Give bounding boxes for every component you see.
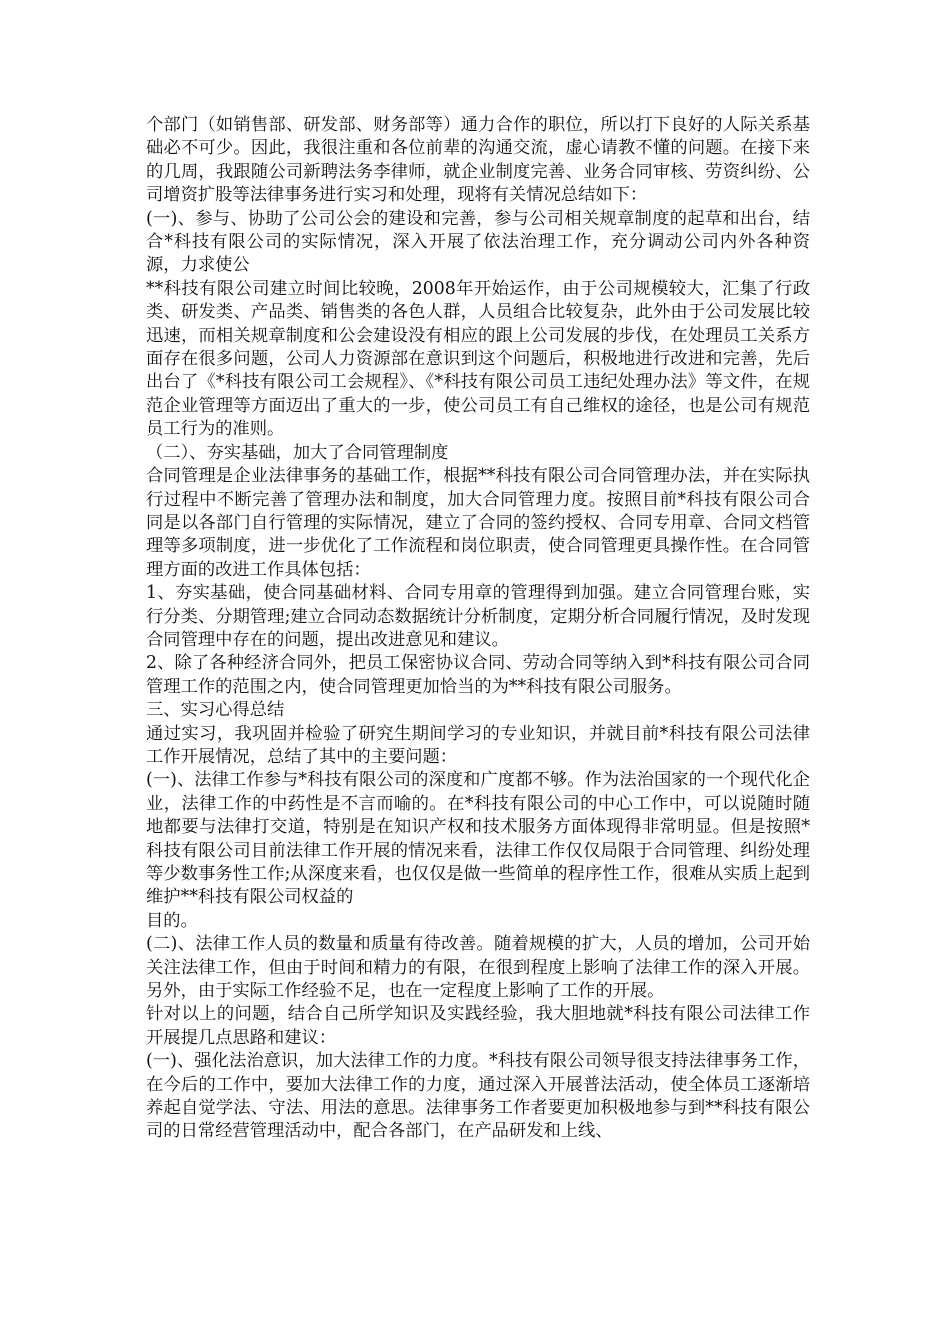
paragraph: 合同管理是企业法律事务的基础工作，根据**科技有限公司合同管理办法，并在实际执行过程中不断完善了管理办法和制度，加大合同管理力度。按照目前*科技有限公司合同是以各部门自行管理的实际情况，建立了合同的签约授权、合同专用章、合同文档管理等多项制度，进一步优化了工作流程和岗位职责，使合同管理更具操作性。在合同管理方面的改进工作具体包括：	[146, 466, 810, 580]
paragraph: （二）、夯实基础，加大了合同管理制度	[146, 442, 449, 463]
paragraph: 个部门（如销售部、研发部、财务部等）通力合作的职位，所以打下良好的人际关系基础必不可少。因此，我很注重和各位前辈的沟通交流，虚心请教不懂的问题。在接下来的几周，我跟随公司新聘法务李律师，就企业制度完善、业务合同审核、劳资纠纷、公司增资扩股等法律事务进行实习和处理，现将有关情况总结如下：	[146, 115, 810, 206]
paragraph: (一)、参与、协助了公司公会的建设和完善，参与公司相关规章制度的起草和出台，结合*科技有限公司的实际情况，深入开展了依法治理工作，充分调动公司内外各种资源，力求使公	[146, 208, 810, 276]
paragraph: 针对以上的问题，结合自己所学知识及实践经验，我大胆地就*科技有限公司法律工作开展提几点思路和建议：	[146, 1004, 810, 1048]
paragraph: **科技有限公司建立时间比较晚，2008年开始运作，由于公司规模较大，汇集了行政类、研发类、产品类、销售类的各色人群，人员组合比较复杂，此外由于公司发展比较迅速，而相关规章制度和公会建设没有相应的跟上公司发展的步伐，在处理员工关系方面存在很多问题，公司人力资源部在意识到这个问题后，积极地进行改进和完善，先后出台了《*科技有限公司工会规程》、《*科技有限公司员工违纪处理办法》等文件，在规范企业管理等方面迈出了重大的一步，使公司员工有自己维权的途径，也是公司有规范员工行为的准则。	[146, 278, 810, 440]
paragraph: 1、夯实基础，使合同基础材料、合同专用章的管理得到加强。建立合同管理台账，实行分类、分期管理;建立合同动态数据统计分析制度，定期分析合同履行情况，及时发现合同管理中存在的问题，提出改进意见和建议。	[146, 583, 810, 650]
section-heading: 三、实习心得总结	[146, 700, 285, 721]
paragraph: 通过实习，我巩固并检验了研究生期间学习的专业知识，并就目前*科技有限公司法律工作开展情况，总结了其中的主要问题：	[146, 723, 810, 767]
document-body	[146, 114, 810, 1144]
paragraph: (一)、法律工作参与*科技有限公司的深度和广度都不够。作为法治国家的一个现代化企业，法律工作的中药性是不言而喻的。在*科技有限公司的中心工作中，可以说随时随地都要与法律打交道，特别是在知识产权和技术服务方面体现得非常明显。但是按照*科技有限公司目前法律工作开展的情况来看，法律工作仅仅局限于合同管理、纠纷处理等少数事务性工作;从深度来看，也仅仅是做一些简单的程序性工作，很难从实质上起到维护**科技有限公司权益的	[146, 770, 810, 908]
paragraph: 目的。	[146, 910, 198, 931]
paragraph: 2、除了各种经济合同外，把员工保密协议合同、劳动合同等纳入到*科技有限公司合同管理工作的范围之内，使合同管理更加恰当的为**科技有限公司服务。	[146, 653, 810, 697]
paragraph: (二)、法律工作人员的数量和质量有待改善。随着规模的扩大，人员的增加，公司开始关注法律工作，但由于时间和精力的有限，在很到程度上影响了法律工作的深入开展。另外，由于实际工作经验不足，也在一定程度上影响了工作的开展。	[146, 934, 810, 1002]
paragraph: (一)、强化法治意识，加大法律工作的力度。*科技有限公司领导很支持法律事务工作，在今后的工作中，要加大法律工作的力度，通过深入开展普法活动，使全体员工逐渐培养起自觉学法、守法、用法的意思。法律事务工作者要更加积极地参与到**科技有限公司的日常经营管理活动中，配合各部门，在产品研发和上线、	[146, 1051, 810, 1142]
